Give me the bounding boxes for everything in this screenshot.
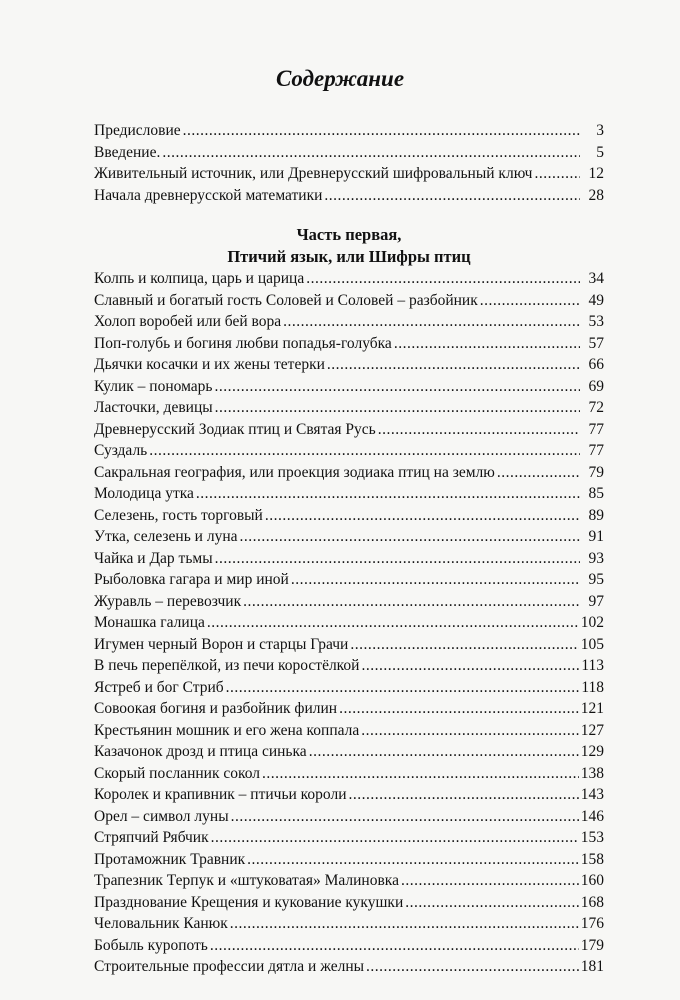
toc-entry-page: 127 bbox=[580, 721, 604, 739]
toc-entry[interactable] bbox=[94, 376, 604, 398]
dot-leader bbox=[183, 120, 580, 142]
toc-entry[interactable] bbox=[94, 163, 604, 185]
toc-entry-title: Начала древнерусской математики bbox=[94, 186, 323, 204]
dot-leader bbox=[247, 849, 579, 871]
toc-entry[interactable] bbox=[94, 120, 604, 142]
toc-entry-page: 77 bbox=[588, 420, 604, 438]
toc-entry-title: Скорый посланник сокол bbox=[94, 764, 261, 782]
dot-leader bbox=[196, 483, 580, 505]
toc-entry-page: 153 bbox=[580, 829, 604, 846]
dot-leader bbox=[211, 827, 579, 849]
toc-entry-title: Празднование Крещения и кукование кукушки bbox=[94, 893, 404, 911]
toc-entry[interactable] bbox=[94, 634, 604, 656]
toc-entry[interactable] bbox=[94, 591, 604, 613]
toc-entry-title: Рыболовка гагара и мир иной bbox=[94, 571, 289, 588]
toc-entry-title: Ястреб и бог Стриб bbox=[94, 678, 224, 696]
toc-entry-title: Крестьянин мошник и его жена коппала bbox=[94, 721, 360, 739]
toc-entry-title: Холоп воробей или бей вора bbox=[94, 313, 282, 330]
toc-entry[interactable] bbox=[94, 741, 604, 763]
toc-entry[interactable] bbox=[94, 185, 604, 207]
toc-entry-page: 28 bbox=[588, 186, 604, 204]
toc-entry-page: 158 bbox=[580, 850, 604, 868]
toc-entry-page: 66 bbox=[588, 356, 604, 373]
toc-entry-page: 5 bbox=[596, 143, 604, 161]
dot-leader bbox=[149, 440, 580, 462]
toc-entry-page: 176 bbox=[580, 915, 604, 932]
dot-leader bbox=[401, 870, 579, 892]
toc-entry-title: Суздаль bbox=[94, 442, 148, 459]
toc-entry-page: 97 bbox=[588, 592, 604, 610]
dot-leader bbox=[534, 163, 580, 185]
toc-entry-title: Колпь и колпица, царь и царица bbox=[94, 270, 305, 287]
toc-entry-title: Селезень, гость торговый bbox=[94, 506, 263, 524]
dot-leader bbox=[327, 354, 580, 376]
toc-entry-title: Дьячки косачки и их жены тетерки bbox=[94, 356, 325, 373]
part-heading-line1: Часть первая, bbox=[296, 225, 402, 244]
toc-entry-title: Ласточки, девицы bbox=[94, 399, 213, 416]
dot-leader bbox=[306, 268, 580, 290]
dot-leader bbox=[378, 419, 580, 441]
toc-entry-title: Протаможник Травник bbox=[94, 850, 246, 868]
toc-entry-page: 85 bbox=[588, 485, 604, 502]
dot-leader bbox=[309, 741, 579, 763]
toc-entry-title: Стряпчий Рябчик bbox=[94, 829, 209, 846]
part-heading bbox=[94, 224, 604, 268]
toc-entry-title: Трапезник Терпук и «штуковатая» Малиновка bbox=[94, 872, 399, 889]
dot-leader bbox=[231, 806, 579, 828]
dot-leader bbox=[215, 548, 580, 570]
dot-leader bbox=[210, 935, 579, 957]
dot-leader bbox=[405, 892, 578, 914]
toc-entry-title: Кулик – пономарь bbox=[94, 377, 213, 395]
toc-entry-title: Человальник Канюк bbox=[94, 915, 228, 932]
toc-entry[interactable] bbox=[94, 397, 604, 419]
toc-entry[interactable] bbox=[94, 677, 604, 699]
dot-leader bbox=[215, 397, 580, 419]
dot-leader bbox=[262, 763, 579, 785]
toc-entry-page: 12 bbox=[588, 165, 604, 182]
toc-entry[interactable] bbox=[94, 526, 604, 548]
toc-entry[interactable] bbox=[94, 892, 604, 914]
toc-entry-title: Введение. bbox=[94, 143, 161, 161]
toc-entry-page: 129 bbox=[580, 743, 604, 760]
toc-entry-title: Поп-голубь и богиня любви попадья-голубка bbox=[94, 334, 392, 352]
toc-entry[interactable] bbox=[94, 505, 604, 527]
dot-leader bbox=[230, 913, 579, 935]
toc-entry-title: Казачонок дрозд и птица синька bbox=[94, 743, 307, 760]
toc-entry-page: 3 bbox=[596, 122, 604, 139]
dot-leader bbox=[243, 591, 580, 613]
toc-entry-page: 168 bbox=[580, 893, 604, 911]
toc-entry-page: 160 bbox=[580, 872, 604, 889]
dot-leader bbox=[265, 505, 580, 527]
toc-entry[interactable] bbox=[94, 142, 604, 164]
toc-entry[interactable] bbox=[94, 935, 604, 957]
dot-leader bbox=[349, 784, 579, 806]
toc-entry[interactable] bbox=[94, 806, 604, 828]
part-heading-line2: Птичий язык, или Шифры птиц bbox=[227, 247, 471, 266]
toc-entry[interactable] bbox=[94, 827, 604, 849]
toc-entry[interactable] bbox=[94, 548, 604, 570]
toc-entry[interactable] bbox=[94, 440, 604, 462]
dot-leader bbox=[207, 612, 579, 634]
toc-entry-page: 34 bbox=[588, 270, 604, 287]
toc-part1-list bbox=[94, 268, 604, 978]
toc-entry-page: 57 bbox=[588, 334, 604, 352]
toc-entry-page: 49 bbox=[588, 291, 604, 309]
toc-entry-page: 89 bbox=[588, 506, 604, 524]
toc-entry-page: 181 bbox=[580, 958, 604, 975]
toc-entry[interactable] bbox=[94, 956, 604, 978]
toc-entry[interactable] bbox=[94, 268, 604, 290]
dot-leader bbox=[366, 956, 579, 978]
toc-entry[interactable] bbox=[94, 784, 604, 806]
toc-entry-title: Журавль – перевозчик bbox=[94, 592, 242, 610]
toc-entry[interactable] bbox=[94, 419, 604, 441]
toc-entry-page: 121 bbox=[580, 700, 604, 717]
toc-entry-page: 72 bbox=[588, 399, 604, 416]
toc-entry-page: 95 bbox=[588, 571, 604, 588]
toc-entry-page: 138 bbox=[580, 764, 604, 782]
toc-entry-page: 146 bbox=[580, 807, 604, 825]
dot-leader bbox=[361, 720, 579, 742]
dot-leader bbox=[480, 290, 580, 312]
toc-entry-page: 93 bbox=[588, 549, 604, 567]
toc-entry-title: Монашка галица bbox=[94, 614, 205, 631]
toc-entry-title: Игумен черный Ворон и старцы Грачи bbox=[94, 635, 349, 653]
toc-entry[interactable] bbox=[94, 720, 604, 742]
toc-entry[interactable] bbox=[94, 655, 604, 677]
toc-entry-title: Орел – символ луны bbox=[94, 807, 229, 825]
toc-entry-title: Древнерусский Зодиак птиц и Святая Русь bbox=[94, 420, 376, 438]
toc-entry-title: Сакральная география, или проекция зодиака птиц на землю bbox=[94, 463, 495, 481]
page-title: Содержание bbox=[275, 66, 405, 91]
dot-leader bbox=[324, 185, 580, 207]
toc-entry[interactable] bbox=[94, 569, 604, 591]
dot-leader bbox=[394, 333, 580, 355]
toc-entry-page: 77 bbox=[588, 442, 604, 459]
toc-entry-title: В печь перепёлкой, из печи коростёлкой bbox=[94, 657, 360, 674]
toc-entry[interactable] bbox=[94, 462, 604, 484]
dot-leader bbox=[240, 526, 581, 548]
toc-entry[interactable] bbox=[94, 698, 604, 720]
toc-entry-title: Славный и богатый гость Соловей и Соловей – разбойник bbox=[94, 291, 478, 309]
toc-entry-title: Королек и крапивник – птичьи короли bbox=[94, 786, 347, 803]
toc-entry[interactable] bbox=[94, 870, 604, 892]
toc-entry-title: Утка, селезень и луна bbox=[94, 528, 238, 545]
dot-leader bbox=[162, 142, 580, 164]
dot-leader bbox=[350, 634, 578, 656]
toc-entry[interactable] bbox=[94, 612, 604, 634]
dot-leader bbox=[283, 311, 580, 333]
dot-leader bbox=[361, 655, 579, 677]
toc-entry-title: Живительный источник, или Древнерусский шифровальный ключ bbox=[94, 165, 533, 182]
toc-entry-page: 79 bbox=[588, 463, 604, 481]
toc-entry-title: Совоокая богиня и разбойник филин bbox=[94, 700, 338, 717]
dot-leader bbox=[497, 462, 580, 484]
toc-entry[interactable] bbox=[94, 333, 604, 355]
toc-entry-title: Бобыль куропоть bbox=[94, 936, 208, 954]
toc-entry-page: 69 bbox=[588, 377, 604, 395]
toc-entry-title: Чайка и Дар тьмы bbox=[94, 549, 213, 567]
toc-intro-list bbox=[94, 120, 604, 206]
toc-entry-title: Предисловие bbox=[94, 122, 181, 139]
toc-entry-page: 102 bbox=[580, 614, 604, 631]
dot-leader bbox=[339, 698, 579, 720]
toc-entry[interactable] bbox=[94, 913, 604, 935]
toc-entry-page: 143 bbox=[580, 786, 604, 803]
toc-entry[interactable] bbox=[94, 483, 604, 505]
toc-entry-title: Строительные профессии дятла и желны bbox=[94, 958, 365, 975]
toc-entry-title: Молодица утка bbox=[94, 485, 194, 502]
toc-entry-page: 113 bbox=[581, 657, 604, 674]
toc-entry[interactable] bbox=[94, 290, 604, 312]
toc-entry[interactable] bbox=[94, 354, 604, 376]
toc-entry-page: 105 bbox=[580, 635, 604, 653]
dot-leader bbox=[215, 376, 581, 398]
toc-entry-page: 118 bbox=[581, 678, 604, 696]
toc-entry[interactable] bbox=[94, 763, 604, 785]
dot-leader bbox=[291, 569, 580, 591]
toc-entry-page: 53 bbox=[588, 313, 604, 330]
toc-entry[interactable] bbox=[94, 849, 604, 871]
toc-entry-page: 91 bbox=[588, 528, 604, 545]
dot-leader bbox=[226, 677, 580, 699]
toc-entry-page: 179 bbox=[580, 936, 604, 954]
toc-entry[interactable] bbox=[94, 311, 604, 333]
